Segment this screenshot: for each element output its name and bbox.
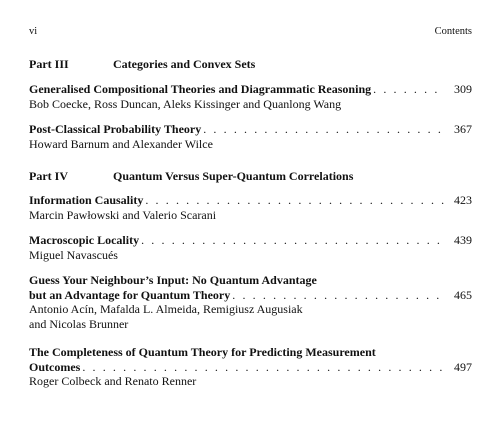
entry-title[interactable]: The Completeness of Quantum Theory for Predicting Measurement: [29, 345, 376, 359]
toc-entry[interactable]: [29, 193, 472, 222]
entry-authors: Howard Barnum and Alexander Wilce: [29, 136, 213, 151]
entry-page-number: 423: [454, 193, 472, 207]
entry-authors-continued: and Nicolas Brunner: [29, 316, 129, 331]
toc-entry[interactable]: [29, 273, 472, 331]
entry-title-line: [29, 288, 472, 303]
entry-title-line: [29, 122, 472, 137]
entry-title[interactable]: Macroscopic Locality: [29, 233, 140, 247]
dot-leader: [141, 233, 444, 248]
entry-page-number: 309: [454, 82, 472, 96]
toc-entry[interactable]: [29, 233, 472, 262]
part-heading: [29, 169, 353, 183]
entry-page-number: 439: [454, 233, 472, 247]
toc-entry[interactable]: [29, 345, 472, 389]
page-number-label: vi: [29, 26, 38, 37]
entry-authors: Marcin Pawłowski and Valerio Scarani: [29, 207, 217, 222]
entry-title[interactable]: Post-Classical Probability Theory: [29, 122, 202, 136]
dot-leader: [232, 288, 444, 303]
toc-page: [29, 0, 472, 438]
running-head-title: Contents: [434, 26, 472, 37]
dot-leader: [145, 193, 444, 208]
part-number: Part III: [29, 57, 69, 71]
entry-title-line: [29, 233, 472, 248]
entry-authors: Roger Colbeck and Renato Renner: [29, 374, 197, 388]
entry-title[interactable]: Generalised Compositional Theories and Diagrammatic Reasoning: [29, 82, 372, 96]
part-heading: [29, 57, 255, 71]
entry-title-line: [29, 82, 472, 97]
entry-page-number: 465: [454, 287, 472, 302]
entry-title-continued[interactable]: but an Advantage for Quantum Theory: [29, 287, 231, 302]
part-title: Categories and Convex Sets: [113, 57, 256, 71]
part-title: Quantum Versus Super-Quantum Correlations: [113, 169, 354, 183]
entry-authors: Antonio Acín, Mafalda L. Almeida, Remigiusz Augusiak: [29, 302, 303, 316]
entry-title-continued[interactable]: Outcomes: [29, 359, 81, 374]
toc-entry[interactable]: [29, 122, 472, 151]
dot-leader: [373, 82, 444, 97]
entry-title-line: [29, 193, 472, 208]
entry-title-line: [29, 360, 472, 375]
entry-page-number: 497: [454, 359, 472, 374]
entry-authors: Bob Coecke, Ross Duncan, Aleks Kissinger and Quanlong Wang: [29, 96, 342, 111]
part-number: Part IV: [29, 169, 68, 183]
entry-title[interactable]: Guess Your Neighbour’s Input: No Quantum Advantage: [29, 273, 317, 287]
dot-leader: [203, 122, 444, 137]
entry-authors: Miguel Navascués: [29, 247, 118, 262]
dot-leader: [82, 360, 444, 375]
entry-title[interactable]: Information Causality: [29, 193, 144, 207]
toc-entry[interactable]: [29, 82, 472, 111]
entry-page-number: 367: [454, 122, 472, 136]
